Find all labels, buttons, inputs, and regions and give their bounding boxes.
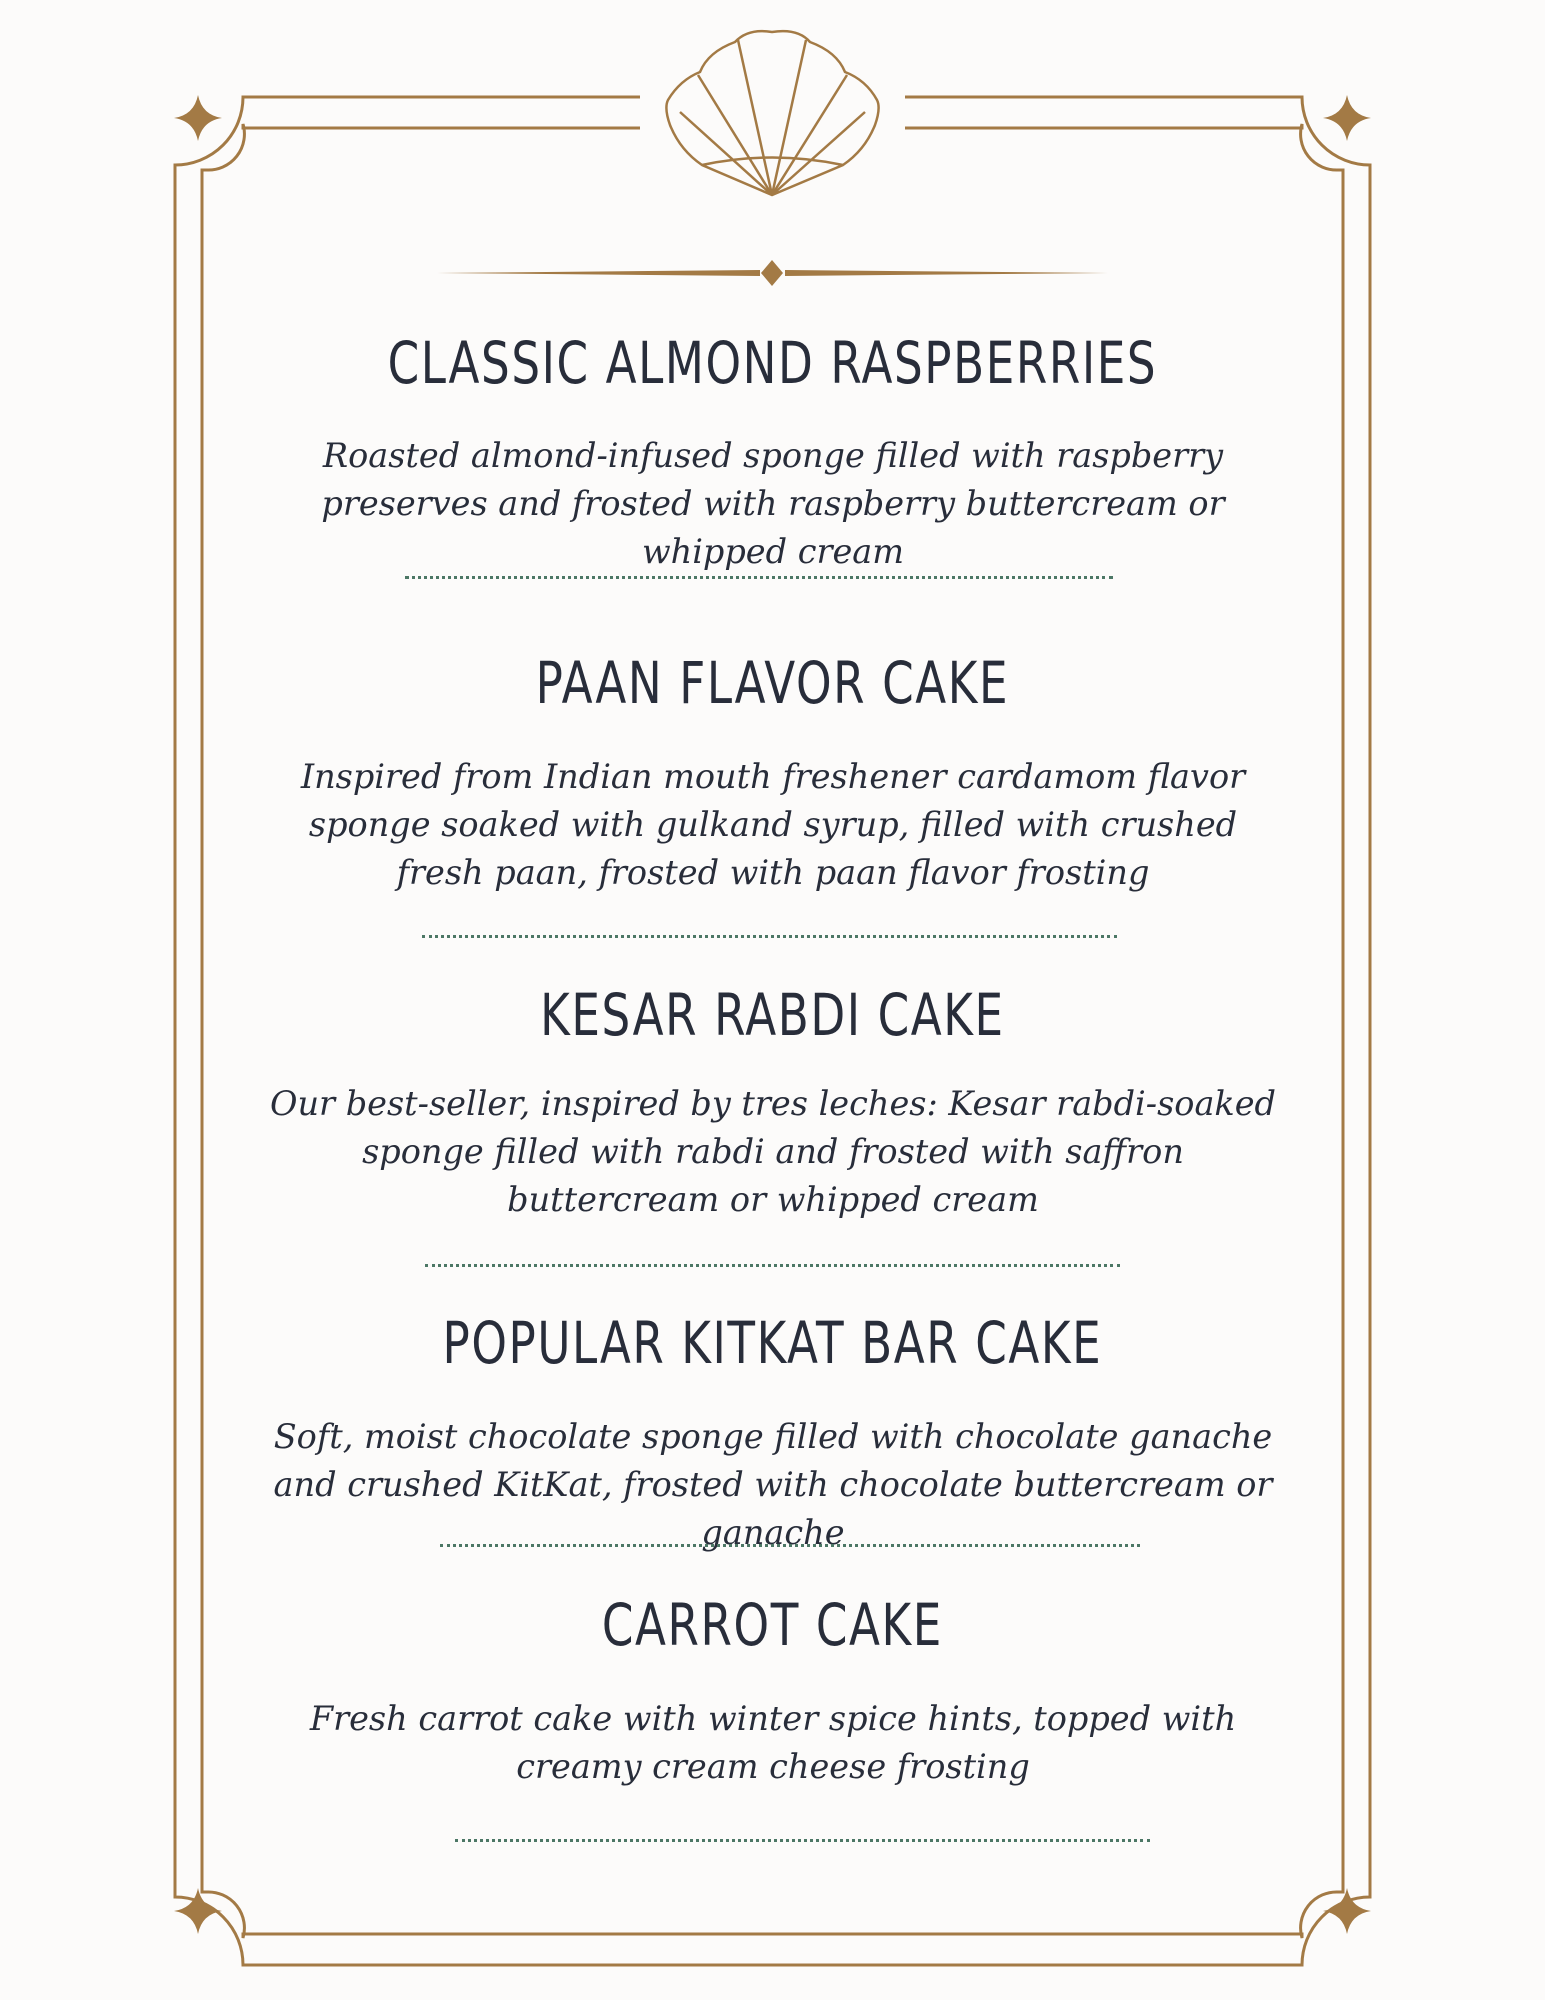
menu-item-description: Fresh carrot cake with winter spice hints, topped with creamy cream cheese frosting — [309, 1699, 1237, 1786]
dotted-divider — [455, 1839, 1150, 1842]
dotted-divider — [425, 1264, 1120, 1267]
dotted-divider — [440, 1544, 1140, 1547]
menu-item-title: CARROT CAKE — [601, 1591, 943, 1659]
sparkle-bottom-left — [174, 1888, 222, 1934]
menu-item-description: Roasted almond-infused sponge filled with raspberry preserves and frosted with raspberry buttercream or whipped cream — [321, 436, 1225, 571]
menu-item-title: CLASSIC ALMOND RASPBERRIES — [387, 329, 1158, 397]
dotted-divider — [405, 576, 1113, 579]
sparkle-top-right — [1323, 95, 1371, 141]
menu-item-title: KESAR RABDI CAKE — [540, 981, 1005, 1049]
menu-item-title: POPULAR KITKAT BAR CAKE — [442, 1309, 1103, 1377]
menu-item-title: PAAN FLAVOR CAKE — [535, 649, 1010, 717]
menu-item-description: Our best-seller, inspired by tres leches: Kesar rabdi-soaked sponge filled with rabdi and frosted with saffron buttercream or whipped cream — [270, 1084, 1276, 1219]
sparkle-top-left — [174, 95, 222, 141]
top-divider-ornament — [437, 260, 1108, 286]
dotted-divider — [422, 935, 1117, 938]
menu-item-description: Inspired from Indian mouth freshener cardamom flavor sponge soaked with gulkand syrup, filled with crushed fresh paan, frosted with paan flavor frosting — [300, 757, 1246, 892]
sparkle-bottom-right — [1323, 1888, 1371, 1934]
shell-ornament — [666, 31, 878, 195]
menu-item-description: Soft, moist chocolate sponge filled with chocolate ganache and crushed KitKat, frosted with chocolate buttercream or ganache — [273, 1417, 1273, 1552]
